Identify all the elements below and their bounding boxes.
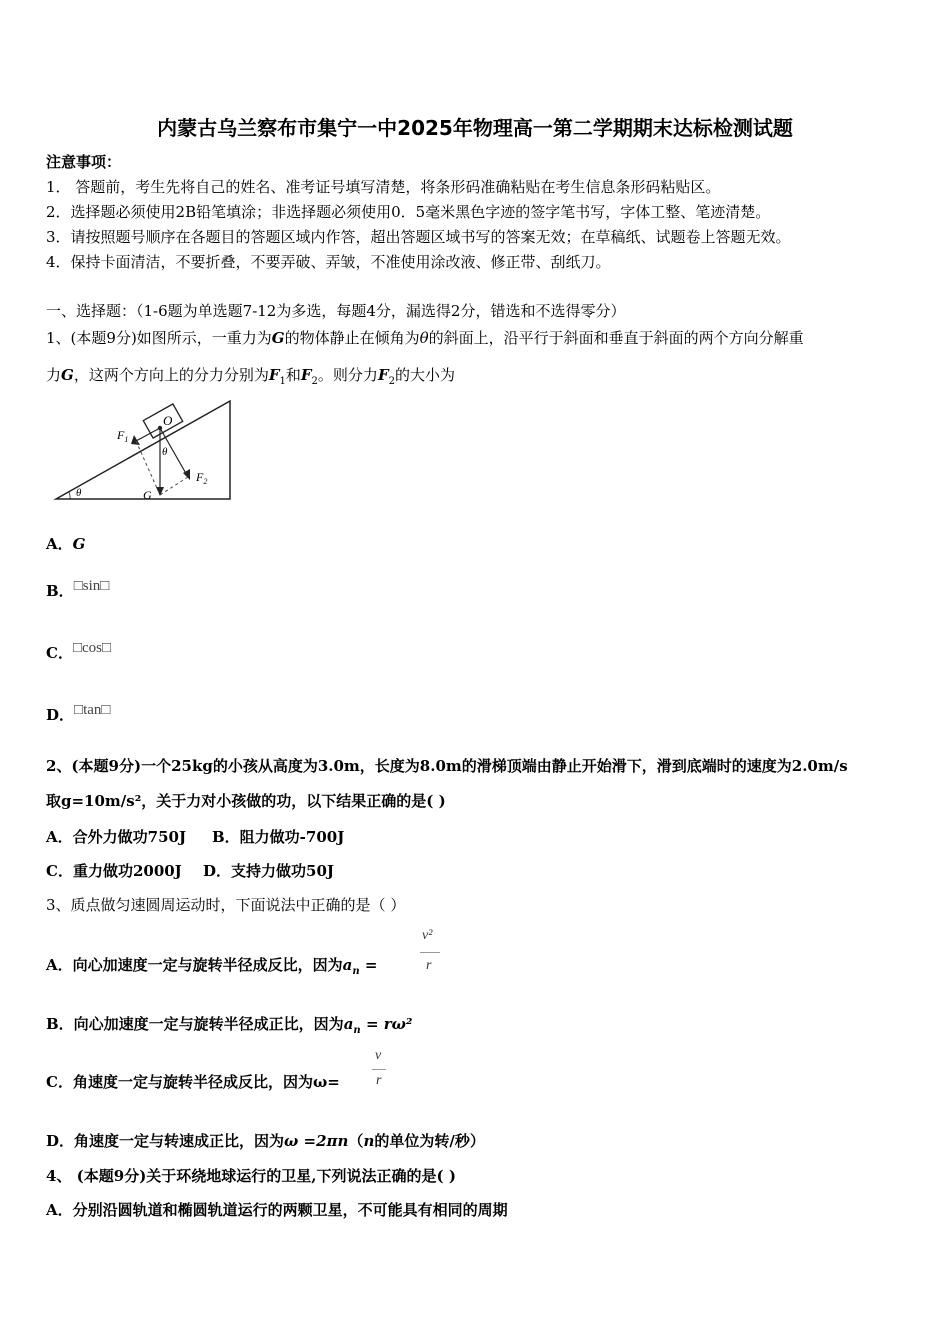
dashed-line — [160, 477, 188, 495]
incline-figure — [50, 395, 240, 505]
option-text: 的单位为转/秒） — [374, 1132, 485, 1150]
theta-label-base: θ — [76, 487, 82, 499]
q1-stem-line2 — [46, 364, 455, 387]
q1-var-f: F — [300, 366, 312, 384]
q3-option-d — [46, 1130, 485, 1151]
q2-option-c: C．重力做功2000J — [46, 862, 182, 880]
notice-item-1: 1． 答题前，考生先将自己的姓名、准考证号填写清楚，将条形码准确粘贴在考生信息条形码粘贴区。 — [46, 178, 721, 196]
option-text: D．角速度一定与转速成正比，因为 — [46, 1132, 285, 1150]
q3-a-denominator: r — [426, 958, 432, 973]
q1-sub: 2 — [311, 376, 318, 387]
fraction-bar — [420, 952, 440, 953]
q2-option-a: A．合外力做功750J — [46, 828, 187, 846]
option-label: B． — [46, 582, 74, 600]
q2-stem-line2: 取g=10m/s²，关于力对小孩做的功，以下结果正确的是( ) — [46, 792, 446, 810]
q1-option-d: D．□tan□ — [46, 702, 111, 724]
g-label: G — [143, 488, 152, 502]
q3-stem: 3、质点做匀速圆周运动时，下面说法中正确的是（ ） — [46, 896, 406, 914]
f1-label: $F_1$ — [117, 428, 129, 444]
dashed-line — [136, 441, 160, 495]
q2-option-d: D．支持力做功50J — [203, 862, 334, 880]
section-heading: 一、选择题：（1-6题为单选题7-12为多选，每题4分，漏选得2分，错选和不选得零分） — [46, 302, 626, 320]
q1-text: 和 — [285, 366, 301, 384]
equals: = — [364, 956, 378, 974]
notice-item-4: 4．保持卡面清洁，不要折叠，不要弄破、弄皱，不准使用涂改液、修正带、刮纸刀。 — [46, 253, 611, 271]
option-label: D． — [46, 706, 75, 724]
option-label: A． — [46, 535, 73, 553]
q1-text: 力 — [46, 366, 62, 384]
q1-var-g: G — [61, 366, 74, 384]
gravity-arrowhead — [156, 487, 164, 496]
page-title: 内蒙古乌兰察布市集宁一中2025年物理高一第二学期期末达标检测试题 — [157, 116, 793, 140]
q1-text: 的斜面上，沿平行于斜面和垂直于斜面的两个方向分解重 — [428, 329, 804, 347]
notice-item-2: 2．选择题必须使用2B铅笔填涂；非选择题必须使用0．5毫米黑色字迹的签字笔书写，字体工整、笔迹清楚。 — [46, 203, 771, 221]
var-n: n — [352, 966, 360, 977]
q1-text: ，这两个方向上的分力分别为 — [73, 366, 269, 384]
option-text: B．向心加速度一定与旋转半径成正比，因为 — [46, 1015, 344, 1033]
q1-var-f: F — [268, 366, 280, 384]
var-a: a — [342, 956, 353, 974]
option-text: A．向心加速度一定与旋转半径成反比，因为 — [46, 956, 343, 974]
option-text: （ — [348, 1132, 364, 1150]
q1-text: 的物体静止在倾角为 — [284, 329, 420, 347]
var-a: a — [343, 1015, 354, 1033]
q4-option-a: A．分别沿圆轨道和椭圆轨道运行的两颗卫星，不可能具有相同的周期 — [46, 1201, 508, 1219]
q3-option-c: C．角速度一定与旋转半径成反比，因为ω= — [46, 1073, 340, 1091]
option-label: C． — [46, 644, 73, 662]
q3-a-numerator: v² — [422, 928, 433, 943]
option-text: sin — [82, 578, 101, 594]
formula: ω =2πn — [284, 1132, 349, 1150]
q1-sub: 2 — [388, 376, 395, 387]
q3-c-numerator: v — [375, 1048, 382, 1063]
q1-option-c: C．□cos□ — [46, 640, 112, 662]
q1-var-theta: θ — [419, 329, 429, 347]
q1-var-f: F — [377, 366, 389, 384]
q1-option-b: B．□sin□ — [46, 578, 110, 600]
q1-text: 。则分力 — [317, 366, 378, 384]
q1-sub: 1 — [279, 376, 286, 387]
option-text: tan — [83, 702, 102, 718]
formula: = rω² — [365, 1015, 413, 1033]
q1-var-g: G — [271, 329, 285, 347]
q2-option-b: B．阻力做功-700J — [212, 828, 345, 846]
var-n: n — [353, 1025, 361, 1036]
var-n: n — [363, 1132, 375, 1150]
q4-stem: 4、 (本题9分)关于环绕地球运行的卫星,下列说法正确的是( ) — [46, 1167, 456, 1185]
q1-stem-line1 — [46, 327, 804, 348]
theta-label-top: θ — [162, 446, 168, 458]
q3-option-a — [46, 954, 377, 977]
o-label: O — [163, 413, 173, 428]
q3-option-b — [46, 1013, 412, 1036]
angle-arc — [69, 492, 70, 499]
fraction-bar — [372, 1069, 386, 1070]
notice-item-3: 3．请按照题号顺序在各题目的答题区域内作答，超出答题区域书写的答案无效；在草稿纸、试题卷上答题无效。 — [46, 228, 791, 246]
notice-heading: 注意事项： — [46, 153, 122, 171]
q3-c-denominator: r — [376, 1073, 382, 1088]
q1-option-a — [46, 533, 85, 554]
q1-text: 的大小为 — [394, 366, 455, 384]
q1-text: 1、(本题9分)如图所示，一重力为 — [46, 329, 272, 347]
option-text: cos — [82, 640, 103, 656]
q2-stem-line1: 2、(本题9分)一个25kg的小孩从高度为3.0m，长度为8.0m的滑梯顶端由静止开始滑下，滑到底端时的速度为2.0m/s — [46, 757, 848, 775]
option-text: G — [72, 535, 86, 553]
f2-label: $F_2$ — [196, 470, 208, 486]
